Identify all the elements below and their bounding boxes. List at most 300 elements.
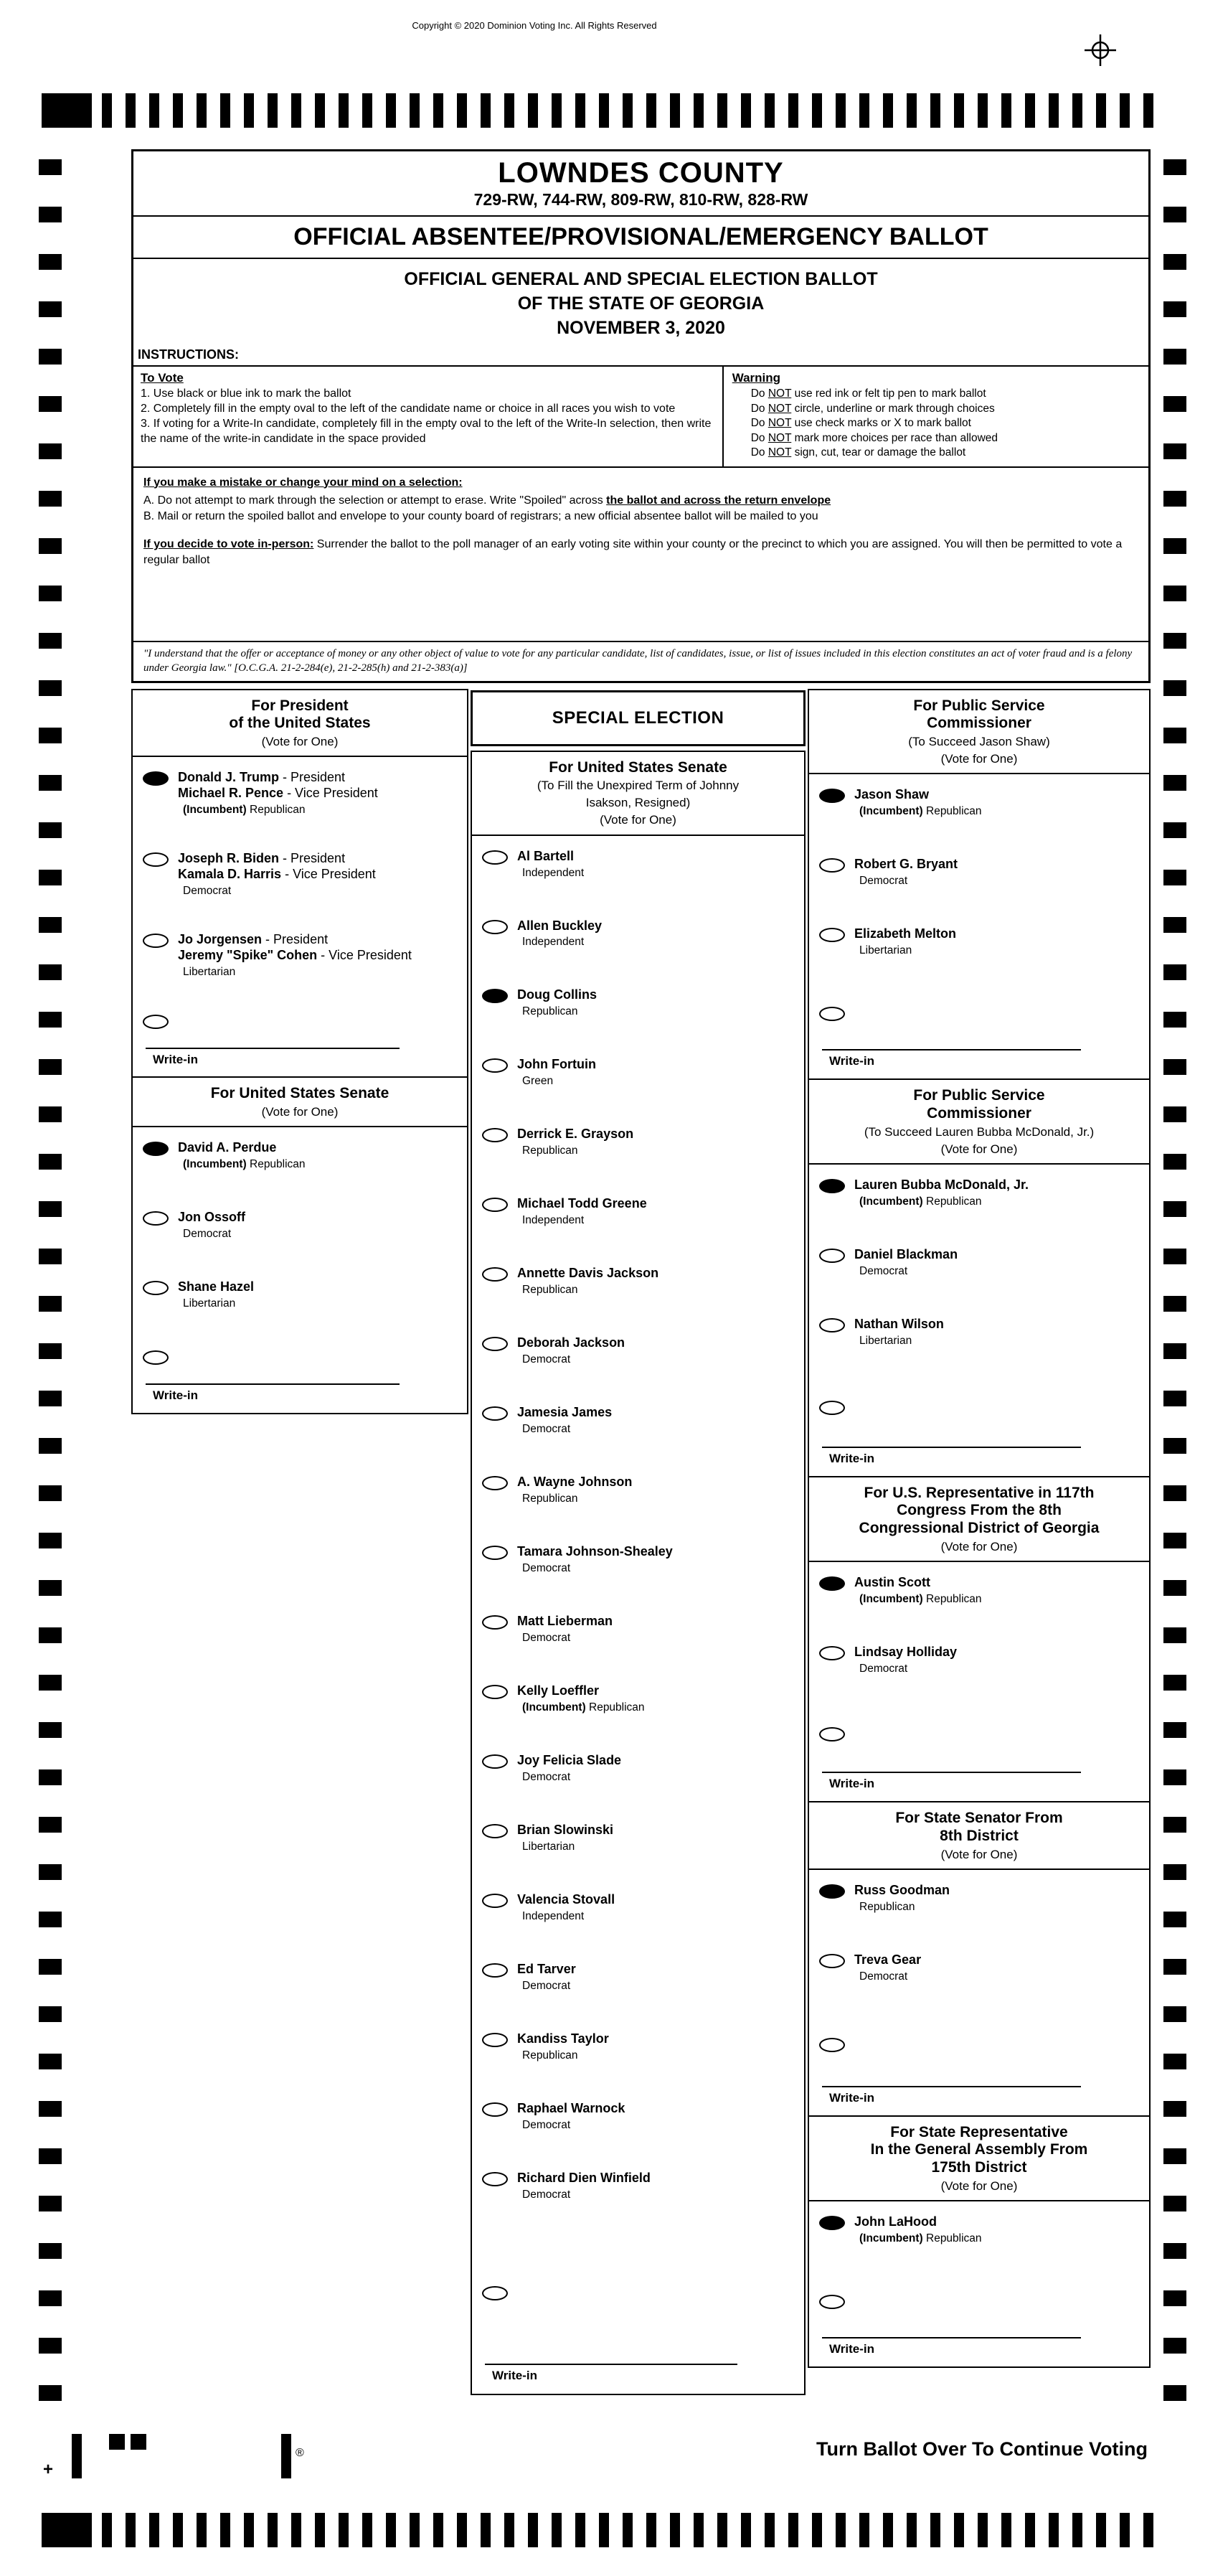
timing-mark — [1163, 1201, 1186, 1217]
timing-mark — [39, 1864, 62, 1880]
timing-mark — [788, 93, 798, 128]
timing-mark — [1096, 93, 1106, 128]
candidate-party: Libertarian — [183, 965, 236, 978]
empty-oval[interactable] — [482, 1337, 508, 1351]
contest-candidates — [472, 836, 804, 2394]
contest-header — [133, 690, 467, 758]
timing-mark — [1163, 2338, 1186, 2354]
candidate-info — [854, 1247, 958, 1278]
timing-mark — [978, 2513, 988, 2547]
contest-candidates — [809, 2201, 1149, 2366]
candidate-row — [482, 849, 795, 880]
timing-mark — [39, 207, 62, 222]
blank-choice-row — [819, 2036, 1140, 2052]
timing-marks-top — [42, 93, 1167, 128]
contest-title-line: Congress From the 8th — [897, 1502, 1062, 1519]
candidate-info — [517, 1892, 615, 1923]
empty-oval[interactable] — [819, 2038, 845, 2052]
timing-mark — [410, 2513, 420, 2547]
election-title: OFFICIAL GENERAL AND SPECIAL ELECTION BALLOT — [404, 269, 878, 289]
timing-mark — [39, 870, 62, 885]
timing-mark — [1163, 1012, 1186, 1028]
candidate-name: John Fortuin — [517, 1057, 596, 1072]
empty-oval[interactable] — [143, 1015, 169, 1029]
timing-mark — [504, 93, 514, 128]
write-in-line[interactable] — [822, 1049, 1081, 1050]
timing-mark — [39, 1485, 62, 1501]
empty-oval[interactable] — [819, 2295, 845, 2309]
candidate-name: Daniel Blackman — [854, 1246, 958, 1261]
candidate-party: Democrat — [859, 1264, 908, 1277]
candidate-row — [482, 2031, 795, 2062]
timing-mark — [39, 728, 62, 743]
timing-mark — [410, 93, 420, 128]
timing-mark — [362, 2513, 372, 2547]
candidate-row — [482, 1962, 795, 1993]
write-in-area — [482, 2364, 795, 2384]
contest-instruction: (Vote for One) — [600, 813, 676, 827]
timing-mark — [39, 2290, 62, 2306]
timing-lead-block — [42, 2513, 92, 2547]
write-in-area — [143, 1048, 458, 1068]
candidate-info — [178, 851, 376, 898]
candidate-info — [517, 1266, 658, 1297]
candidate-party: Independent — [522, 1909, 585, 1922]
candidate-name: Valencia Stovall — [517, 1891, 615, 1907]
candidate-row — [819, 1177, 1140, 1208]
warning-item: Do NOT mark more choices per race than allowed — [750, 431, 998, 444]
timing-mark — [220, 2513, 230, 2547]
candidate-row — [143, 1210, 458, 1241]
candidate-info — [178, 770, 378, 817]
filled-oval[interactable] — [819, 1576, 845, 1591]
empty-oval[interactable] — [482, 2102, 508, 2117]
timing-mark — [39, 301, 62, 317]
empty-oval[interactable] — [482, 1406, 508, 1421]
candidate-name: Nathan Wilson — [854, 1316, 944, 1331]
contest-state-senator-8 — [808, 1801, 1151, 2117]
timing-mark — [1163, 1485, 1186, 1501]
timing-mark — [39, 1106, 62, 1122]
timing-mark — [1049, 93, 1059, 128]
contest-candidates — [809, 1562, 1149, 1802]
candidate-info — [854, 2214, 982, 2245]
empty-oval[interactable] — [482, 1685, 508, 1699]
mistake-item-a: A. Do not attempt to mark through the selection or attempt to erase. Write "Spoiled" across the ballot and across the return envelope — [143, 494, 831, 507]
empty-oval[interactable] — [482, 920, 508, 934]
empty-oval[interactable] — [819, 1249, 845, 1263]
write-in-line[interactable] — [822, 2086, 1081, 2087]
candidate-party: (Incumbent) Republican — [859, 1592, 982, 1605]
timing-mark — [1163, 1059, 1186, 1075]
candidate-row — [143, 1279, 458, 1310]
candidate-row — [819, 1883, 1140, 1914]
timing-mark — [39, 2243, 62, 2259]
filled-oval[interactable] — [143, 1142, 169, 1156]
timing-mark — [552, 2513, 562, 2547]
contest-us-senate-special — [471, 751, 806, 2395]
candidate-party: Republican — [522, 1284, 578, 1297]
timing-mark — [386, 93, 396, 128]
contest-candidates — [133, 1127, 467, 1413]
timing-mark — [39, 633, 62, 649]
empty-oval[interactable] — [482, 1754, 508, 1769]
empty-oval[interactable] — [482, 2033, 508, 2047]
timing-mark — [528, 2513, 538, 2547]
empty-oval[interactable] — [819, 1954, 845, 1968]
timing-marks-left — [39, 159, 62, 2401]
timing-mark — [552, 93, 562, 128]
contest-header — [809, 1080, 1149, 1165]
timing-mark — [1163, 396, 1186, 412]
candidate-party: (Incumbent) Republican — [859, 2232, 982, 2244]
candidate-info — [517, 1405, 612, 1436]
candidate-info — [517, 1057, 596, 1088]
timing-mark — [646, 93, 656, 128]
timing-mark — [717, 2513, 727, 2547]
candidate-row — [482, 1266, 795, 1297]
candidate-name: A. Wayne Johnson — [517, 1475, 633, 1490]
contest-instruction: (Vote for One) — [940, 1847, 1018, 1861]
timing-mark — [39, 538, 62, 554]
timing-mark — [883, 93, 893, 128]
timing-mark — [39, 917, 62, 933]
timing-mark — [1072, 2513, 1082, 2547]
candidate-row — [819, 1317, 1140, 1348]
empty-oval[interactable] — [482, 1198, 508, 1212]
county-header — [133, 151, 1148, 217]
candidate-name: Lauren Bubba McDonald, Jr. — [854, 1177, 1029, 1192]
candidate-name: Richard Dien Winfield — [517, 2170, 651, 2185]
timing-mark — [39, 1769, 62, 1785]
in-person-note: If you decide to vote in-person: Surrender the ballot to the poll manager of an early voting site within your county or the precinct to which you are assigned. You will then be permitted to vote a regular ballot — [143, 537, 1123, 567]
empty-oval[interactable] — [819, 1646, 845, 1660]
write-in-label: Write-in — [829, 1054, 874, 1068]
warning-item: Do NOT use check marks or X to mark ballot — [750, 417, 971, 430]
candidate-name: Raphael Warnock — [517, 2100, 625, 2115]
write-in-area — [819, 1447, 1140, 1467]
empty-oval[interactable] — [482, 2286, 508, 2300]
blank-choice-row — [819, 1399, 1140, 1415]
candidate-party: Independent — [522, 936, 585, 949]
candidate-info — [517, 1475, 632, 1505]
write-in-line[interactable] — [822, 2337, 1081, 2338]
write-in-line[interactable] — [485, 2364, 737, 2365]
contest-title-line: For State Representative — [890, 2123, 1068, 2140]
timing-mark — [599, 2513, 609, 2547]
mistake-heading: If you make a mistake or change your mind on a selection: — [143, 476, 463, 489]
timing-mark — [1163, 728, 1186, 743]
empty-oval[interactable] — [819, 1727, 845, 1741]
empty-oval[interactable] — [819, 1318, 845, 1332]
timing-mark — [39, 2054, 62, 2069]
warning-item: Do NOT use red ink or felt tip pen to mark ballot — [750, 387, 986, 400]
blank-choice-row — [819, 1726, 1140, 1741]
empty-oval[interactable] — [482, 1615, 508, 1630]
candidate-row — [482, 1405, 795, 1436]
timing-mark — [1163, 2054, 1186, 2069]
empty-oval[interactable] — [819, 1401, 845, 1415]
timing-mark — [39, 443, 62, 459]
instructions-box — [133, 365, 1148, 467]
candidate-party: Democrat — [522, 1770, 571, 1783]
candidate-row — [143, 770, 458, 817]
contest-us-senate — [131, 1076, 468, 1414]
filled-oval[interactable] — [482, 989, 508, 1003]
timing-mark — [481, 93, 491, 128]
election-title-block — [133, 259, 1148, 344]
candidate-party: Democrat — [522, 2118, 571, 2131]
mistake-section — [133, 468, 1148, 575]
empty-oval[interactable] — [482, 1894, 508, 1908]
timing-mark — [765, 2513, 775, 2547]
timing-mark — [1163, 2196, 1186, 2211]
contest-header — [809, 1477, 1149, 1562]
contest-instruction: (Vote for One) — [261, 1105, 339, 1119]
filled-oval[interactable] — [819, 1884, 845, 1899]
timing-mark — [1143, 93, 1153, 128]
timing-mark — [39, 2338, 62, 2354]
candidate-party: Independent — [522, 866, 585, 879]
timing-mark — [1163, 538, 1186, 554]
candidate-name: Austin Scott — [854, 1574, 930, 1589]
candidate-party: Democrat — [522, 1353, 571, 1366]
timing-mark — [433, 93, 443, 128]
candidate-info — [854, 1952, 921, 1983]
timing-mark — [39, 1154, 62, 1170]
timing-mark — [39, 1817, 62, 1833]
timing-mark — [1163, 964, 1186, 980]
candidate-party: Democrat — [522, 1979, 571, 1992]
candidate-row — [482, 1753, 795, 1784]
ballot-style-square — [131, 2434, 146, 2450]
timing-mark — [339, 2513, 349, 2547]
candidate-name: Al Bartell — [517, 848, 575, 863]
contest-instruction: (To Fill the Unexpired Term of Johnny — [537, 779, 740, 793]
timing-mark — [39, 964, 62, 980]
filled-oval[interactable] — [143, 771, 169, 786]
timing-mark — [930, 93, 940, 128]
election-date: NOVEMBER 3, 2020 — [557, 317, 725, 338]
write-in-line[interactable] — [146, 1048, 400, 1049]
timing-mark — [291, 93, 301, 128]
candidate-party: Democrat — [859, 1662, 908, 1675]
timing-mark — [907, 93, 917, 128]
timing-mark — [39, 1249, 62, 1264]
candidate-name: Derrick E. Grayson — [517, 1127, 634, 1142]
contest-us-rep-8 — [808, 1476, 1151, 1803]
candidate-row — [482, 1823, 795, 1853]
empty-oval[interactable] — [819, 1007, 845, 1021]
candidate-row — [482, 1057, 795, 1088]
timing-mark — [1096, 2513, 1106, 2547]
timing-mark — [1163, 443, 1186, 459]
timing-mark — [1163, 1864, 1186, 1880]
timing-mark — [1143, 2513, 1153, 2547]
mistake-item-b: B. Mail or return the spoiled ballot and envelope to your county board of registrars; a new official absentee ballot will be mailed to you — [143, 510, 818, 523]
contest-header — [809, 1802, 1149, 1870]
candidate-party: (Incumbent) Republican — [859, 805, 982, 818]
candidate-name: Michael Todd Greene — [517, 1196, 647, 1211]
candidate-row — [819, 2214, 1140, 2245]
empty-oval[interactable] — [482, 1267, 508, 1282]
write-in-label: Write-in — [829, 1777, 874, 1791]
timing-mark — [244, 93, 254, 128]
candidate-row — [482, 1127, 795, 1157]
timing-mark — [954, 2513, 964, 2547]
warning-section — [722, 367, 1148, 466]
candidate-name: Robert G. Bryant — [854, 857, 958, 872]
timing-mark — [836, 93, 846, 128]
timing-mark — [1163, 349, 1186, 365]
candidate-info — [854, 857, 958, 888]
timing-mark — [1163, 2243, 1186, 2259]
timing-mark — [694, 2513, 704, 2547]
filled-oval[interactable] — [819, 1179, 845, 1193]
empty-oval[interactable] — [482, 1963, 508, 1978]
contest-title-line: For Public Service — [913, 697, 1045, 714]
timing-mark — [1163, 917, 1186, 933]
timing-mark — [362, 93, 372, 128]
contest-instruction: (Vote for One) — [940, 752, 1018, 766]
candidate-info — [517, 1335, 625, 1366]
write-in-line[interactable] — [146, 1383, 400, 1385]
candidate-info — [854, 1645, 957, 1675]
timing-mark — [1163, 1391, 1186, 1406]
timing-mark — [1163, 301, 1186, 317]
empty-oval[interactable] — [143, 1281, 169, 1295]
empty-oval[interactable] — [482, 1824, 508, 1838]
timing-mark — [1163, 207, 1186, 222]
timing-mark — [39, 586, 62, 601]
timing-mark — [1163, 2290, 1186, 2306]
filled-oval[interactable] — [819, 789, 845, 803]
empty-oval[interactable] — [143, 1350, 169, 1365]
write-in-line[interactable] — [822, 1447, 1081, 1448]
candidate-info — [178, 1210, 245, 1241]
candidate-info — [854, 926, 956, 957]
timing-mark — [149, 2513, 159, 2547]
special-election-banner: SPECIAL ELECTION — [471, 690, 806, 746]
write-in-line[interactable] — [822, 1772, 1081, 1773]
candidate-name: Jason Shaw — [854, 787, 930, 802]
turn-ballot-over-note: Turn Ballot Over To Continue Voting — [816, 2438, 1148, 2460]
candidate-row — [819, 926, 1140, 957]
timing-mark — [930, 2513, 940, 2547]
timing-mark — [907, 2513, 917, 2547]
ballot-style-square — [109, 2434, 125, 2450]
candidate-info — [854, 1883, 950, 1914]
write-in-area — [819, 2086, 1140, 2107]
timing-mark — [39, 1012, 62, 1028]
ballot-style-bar — [72, 2434, 82, 2478]
candidate-name: Michael R. Pence - Vice President — [178, 786, 378, 801]
timing-mark — [39, 2101, 62, 2117]
empty-oval[interactable] — [482, 1476, 508, 1490]
candidate-row — [819, 857, 1140, 888]
candidate-party: Democrat — [183, 884, 232, 897]
contest-title-line: For United States Senate — [210, 1085, 389, 1102]
candidate-party: Republican — [522, 1005, 578, 1018]
ballot-header — [131, 149, 1151, 683]
contest-instruction: (Vote for One) — [940, 2178, 1018, 2193]
candidate-info — [517, 2101, 625, 2132]
candidate-party: Democrat — [183, 1228, 232, 1241]
ballot-title-row — [133, 217, 1148, 259]
timing-mark — [1163, 1817, 1186, 1833]
filled-oval[interactable] — [819, 2216, 845, 2230]
timing-mark — [670, 93, 680, 128]
timing-mark — [197, 2513, 207, 2547]
timing-marks-right — [1163, 159, 1186, 2401]
timing-mark — [1001, 93, 1011, 128]
to-vote-title: To Vote — [141, 371, 184, 385]
candidate-row — [819, 1645, 1140, 1675]
empty-oval[interactable] — [143, 934, 169, 948]
candidate-row — [482, 2101, 795, 2132]
blank-choice-row — [819, 2293, 1140, 2309]
candidate-name: Kelly Loeffler — [517, 1683, 600, 1698]
timing-mark — [268, 93, 278, 128]
empty-oval[interactable] — [819, 928, 845, 942]
empty-oval[interactable] — [482, 850, 508, 865]
timing-mark — [173, 93, 183, 128]
empty-oval[interactable] — [143, 1211, 169, 1226]
candidate-name: Donald J. Trump - President — [178, 770, 346, 785]
candidate-party: Democrat — [859, 875, 908, 888]
candidate-party: Republican — [522, 1493, 578, 1505]
contest-title-line: For Public Service — [913, 1087, 1045, 1104]
timing-mark — [39, 491, 62, 507]
candidate-info — [517, 2171, 651, 2201]
candidate-name: Deborah Jackson — [517, 1335, 625, 1350]
timing-mark — [39, 680, 62, 696]
candidate-party: Republican — [522, 2049, 578, 2062]
empty-oval[interactable] — [482, 1128, 508, 1142]
timing-mark — [39, 349, 62, 365]
empty-oval[interactable] — [143, 852, 169, 867]
candidate-name: Lindsay Holliday — [854, 1644, 958, 1659]
timing-mark — [1163, 633, 1186, 649]
write-in-area — [819, 1049, 1140, 1070]
candidate-row — [819, 787, 1140, 818]
candidate-party: Libertarian — [859, 1334, 912, 1347]
candidate-party: Democrat — [522, 1631, 571, 1644]
candidate-row — [482, 1475, 795, 1505]
candidate-name: Treva Gear — [854, 1952, 922, 1967]
blank-choice-row — [482, 2285, 795, 2300]
candidate-name: Kamala D. Harris - Vice President — [178, 866, 376, 881]
timing-mark — [812, 93, 822, 128]
empty-oval[interactable] — [819, 858, 845, 873]
contest-header — [472, 752, 804, 836]
registration-plus-mark: + — [43, 2460, 54, 2479]
contest-title-line: of the United States — [229, 715, 371, 732]
candidate-info — [517, 1544, 673, 1575]
contest-title-line: Commissioner — [927, 1104, 1031, 1122]
empty-oval[interactable] — [482, 2172, 508, 2186]
timing-mark — [1163, 254, 1186, 270]
candidate-row — [143, 851, 458, 898]
to-vote-item: 3. If voting for a Write-In candidate, completely fill in the empty oval to the left of the Write-In selection, then write the name of the write-in candidate in the space provided — [141, 417, 712, 445]
empty-oval[interactable] — [482, 1546, 508, 1560]
empty-oval[interactable] — [482, 1058, 508, 1073]
candidate-row — [482, 1683, 795, 1714]
timing-mark — [883, 2513, 893, 2547]
timing-mark — [1072, 93, 1082, 128]
copyright-notice: Copyright © 2020 Dominion Voting Inc. All Rights Reserved — [412, 20, 657, 31]
candidate-info — [178, 1140, 306, 1171]
